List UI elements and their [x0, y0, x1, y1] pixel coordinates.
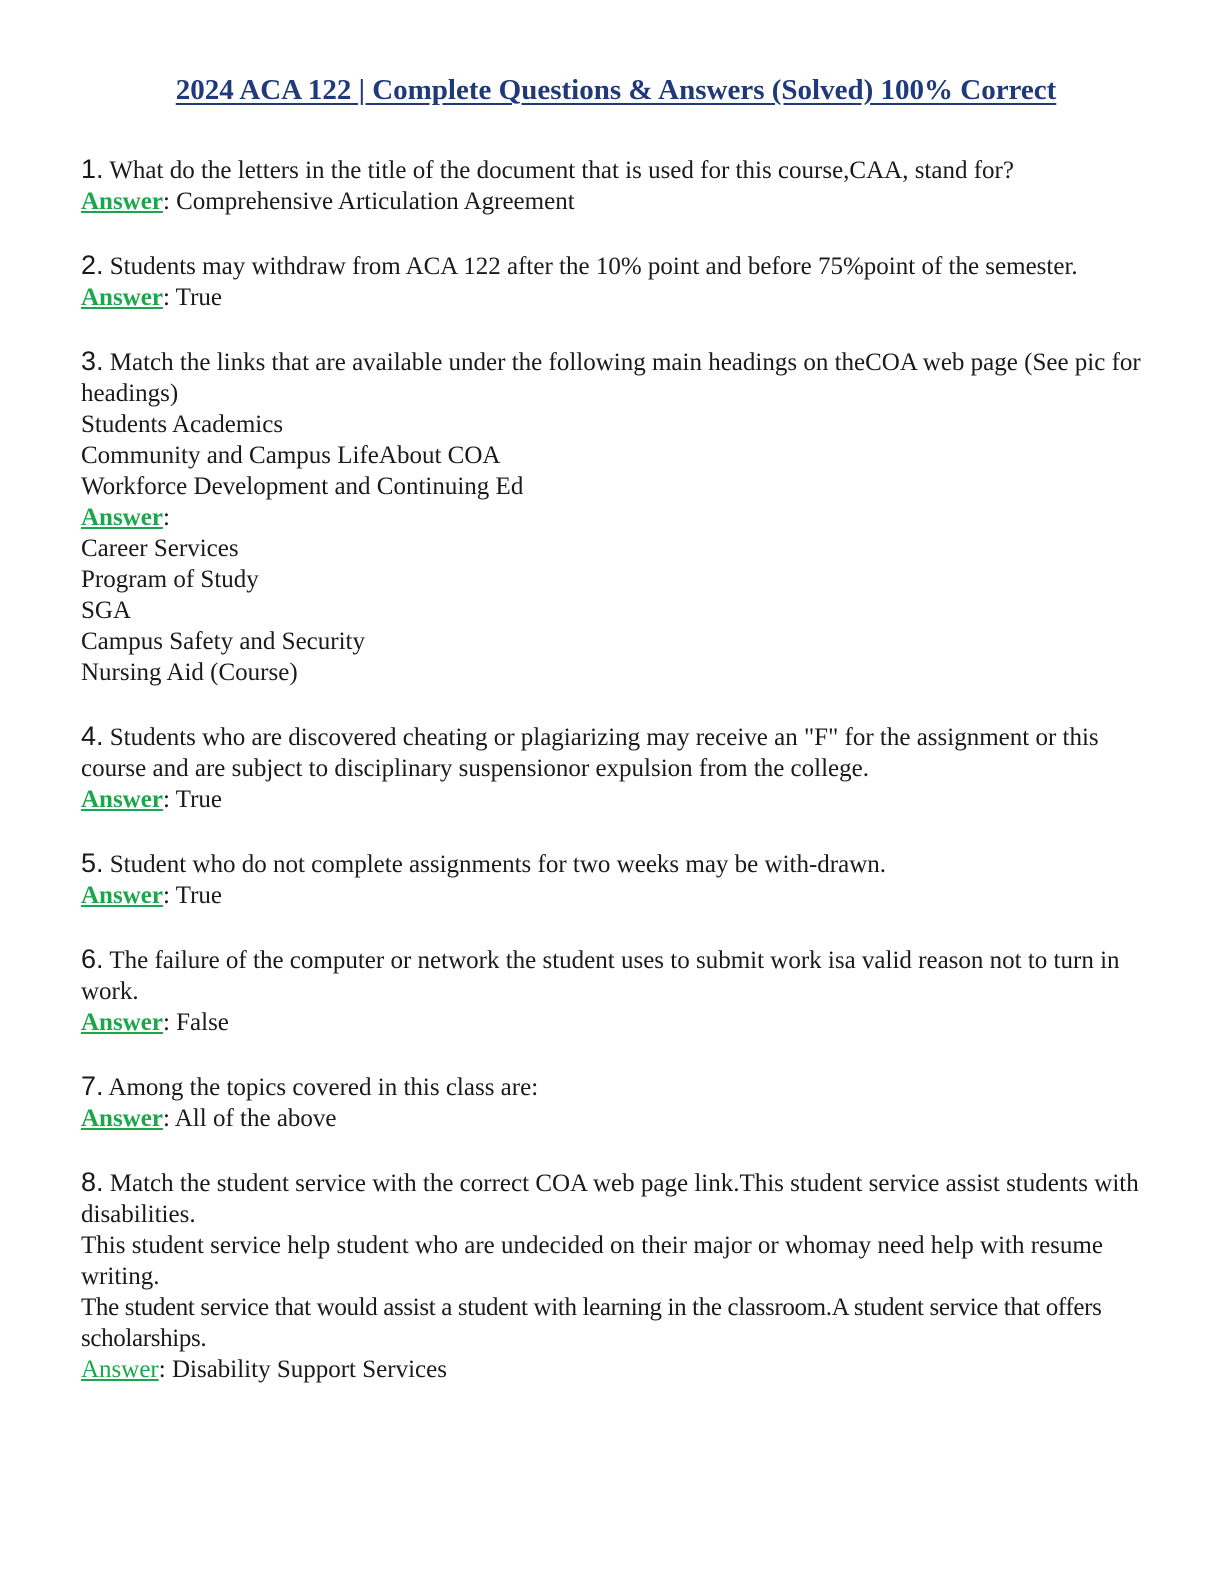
- answer-label: Answer: [81, 882, 163, 909]
- question-body: Among the topics covered in this class are:: [103, 1074, 539, 1101]
- question-text: [81, 721, 1151, 784]
- question-body: Students may withdraw from ACA 122 after the 10% point and before 75%point of the semester.: [103, 253, 1078, 280]
- answer-label: Answer: [81, 1009, 163, 1036]
- answer-item: Campus Safety and Security: [81, 628, 365, 655]
- answer-line: [81, 282, 1151, 313]
- question-block-8: [81, 1167, 1151, 1385]
- question-number: 1.: [81, 154, 104, 184]
- question-number: 5.: [81, 848, 104, 878]
- question-number: 7.: [81, 1071, 104, 1101]
- heading-line: Students Academics: [81, 411, 284, 438]
- question-text: [81, 848, 1151, 880]
- answer-label: Answer: [81, 786, 163, 813]
- question-text: [81, 944, 1151, 1007]
- answer-text: : True: [162, 284, 222, 311]
- question-text: [81, 346, 1151, 409]
- question-body: The failure of the computer or network the student uses to submit work isa valid reason not to turn in work.: [81, 947, 1120, 1005]
- question-body: What do the letters in the title of the document that is used for this course,CAA, stand for?: [103, 157, 1014, 184]
- question-body: Students who are discovered cheating or plagiarizing may receive an "F" for the assignment or this course and are subject to disciplinary suspensionor expulsion from the college.: [81, 724, 1099, 782]
- document-page: [81, 70, 1151, 1418]
- question-block-7: [81, 1071, 1151, 1134]
- question-text: [81, 250, 1151, 282]
- answer-line: [81, 1007, 1151, 1038]
- answer-label: Answer: [81, 1356, 159, 1383]
- question-block-5: [81, 848, 1151, 911]
- answer-line: [81, 880, 1151, 911]
- question-number: 6.: [81, 944, 104, 974]
- answer-item: Nursing Aid (Course): [81, 659, 298, 686]
- answer-item: Program of Study: [81, 566, 259, 593]
- question-text: [81, 154, 1151, 186]
- answer-line: [81, 784, 1151, 815]
- document-title: 2024 ACA 122 | Complete Questions & Answers (Solved) 100% Correct: [175, 74, 1057, 106]
- question-text: [81, 1071, 1151, 1103]
- service-line: This student service help student who are undecided on their major or whomay need help with resume writing.: [81, 1232, 1103, 1290]
- answer-label: Answer: [81, 1105, 163, 1132]
- question-number: 2.: [81, 250, 104, 280]
- question-block-3: [81, 346, 1151, 688]
- answer-line: [81, 1103, 1151, 1134]
- answer-label: Answer: [81, 504, 163, 531]
- answer-item: SGA: [81, 597, 132, 624]
- answer-line: [81, 186, 1151, 217]
- answer-line: [81, 1354, 1151, 1385]
- question-body: Student who do not complete assignments for two weeks may be with-drawn.: [103, 851, 887, 878]
- answer-text: :: [162, 504, 170, 531]
- question-body: Match the student service with the correct COA web page link.This student service assist students with disabilities.: [81, 1170, 1139, 1228]
- question-number: 8.: [81, 1167, 104, 1197]
- answer-text: : True: [162, 882, 222, 909]
- service-line: The student service that would assist a student with learning in the classroom.A student service that offers scholarships.: [81, 1294, 1102, 1352]
- heading-line: Community and Campus LifeAbout COA: [81, 442, 501, 469]
- answer-text: : True: [162, 786, 222, 813]
- answer-line: [81, 502, 1151, 533]
- answer-label: Answer: [81, 284, 163, 311]
- answer-item: Career Services: [81, 535, 239, 562]
- question-block-1: [81, 154, 1151, 217]
- answer-label: Answer: [81, 188, 163, 215]
- heading-line: Workforce Development and Continuing Ed: [81, 473, 524, 500]
- answer-text: : Comprehensive Articulation Agreement: [162, 188, 575, 215]
- question-number: 4.: [81, 721, 104, 751]
- question-text: [81, 1167, 1151, 1230]
- question-block-6: [81, 944, 1151, 1038]
- question-block-4: [81, 721, 1151, 815]
- question-number: 3.: [81, 346, 104, 376]
- question-body: Match the links that are available under the following main headings on theCOA web page (See pic for headings): [81, 349, 1141, 407]
- answer-text: : Disability Support Services: [158, 1356, 447, 1383]
- answer-text: : False: [162, 1009, 229, 1036]
- question-block-2: [81, 250, 1151, 313]
- answer-text: : All of the above: [162, 1105, 337, 1132]
